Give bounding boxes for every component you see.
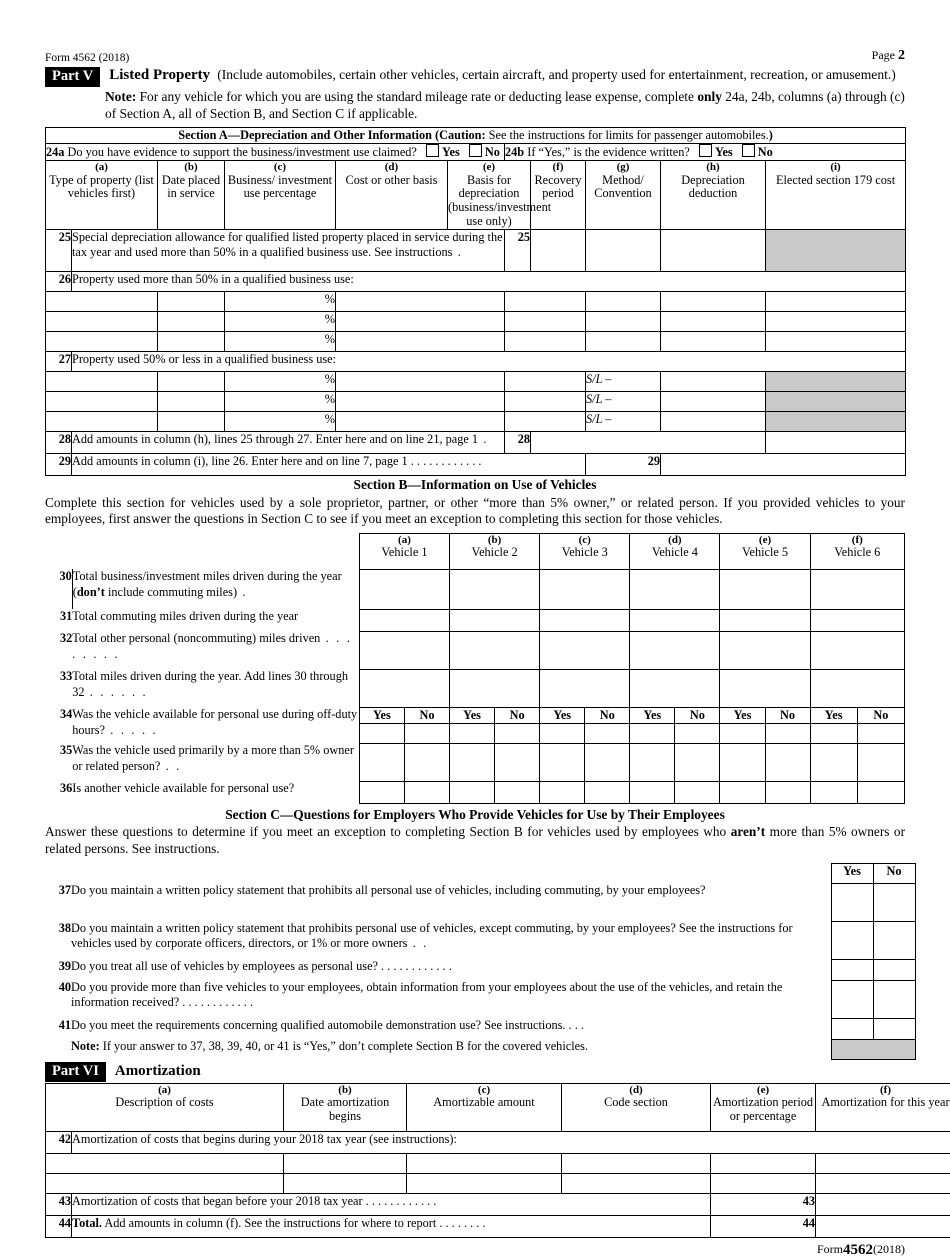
line-32-vehicle-1[interactable] [359, 631, 449, 669]
vehicle-3-header: (c) Vehicle 3 [540, 533, 630, 569]
question-24b: 24b If “Yes,” is the evidence written? Yes No [505, 143, 906, 160]
line-34-answer-no-2[interactable] [495, 723, 540, 743]
line-34-answer-no-1[interactable] [404, 723, 449, 743]
line-27-row2-d[interactable] [336, 391, 505, 411]
section-b-intro: Complete this section for vehicles used by a sole proprietor, partner, or other “more than 5% owner,” or related person. If you provided vehicles to your employees, first answer the questions in Section C to see if you meet an exception to completing this section for those vehicles. [45, 495, 905, 533]
section-a-heading: Section A—Depreciation and Other Information (Caution: See the instructions for limits for passenger automobiles.) [46, 127, 906, 143]
line-34-answer-yes-5[interactable] [720, 723, 765, 743]
col-header-i: (i) Elected section 179 cost [766, 161, 906, 229]
line-26-row3-d[interactable] [336, 331, 505, 351]
line-38-no-cell[interactable] [873, 921, 915, 959]
line-31-vehicle-3[interactable] [540, 609, 630, 631]
vehicle-1-header: (a) Vehicle 1 [359, 533, 449, 569]
line-26-row3-c[interactable]: % [225, 331, 336, 351]
line-36-number: 36 [45, 781, 72, 803]
line-25-amount-cell[interactable] [531, 229, 586, 271]
line-42-row2-d[interactable] [562, 1173, 711, 1193]
section-b-blank-corner [45, 533, 359, 569]
line-36-answer-yes-5[interactable] [720, 781, 765, 803]
line-41-text: Do you meet the requirements concerning qualified automobile demonstration use? See instructions. . . . [71, 1018, 831, 1039]
line-26-row2-e[interactable] [505, 311, 586, 331]
line-37-text: Do you maintain a written policy statement that prohibits all personal use of vehicles, including commuting, by your employees? [71, 883, 831, 921]
line-26-row2-a[interactable] [46, 311, 158, 331]
line-34-yes-1: Yes [359, 707, 404, 723]
line-29-amount-cell[interactable] [661, 453, 906, 475]
line-27-row1-b[interactable] [158, 371, 225, 391]
line-33-vehicle-5[interactable] [720, 669, 810, 707]
page-header [45, 48, 905, 64]
line-35-answer-yes-6[interactable] [810, 743, 857, 781]
line-44-text: Total. Add amounts in column (f). See the instructions for where to report . . . . . . . . [72, 1215, 711, 1237]
line-34-answer-yes-6[interactable] [810, 723, 857, 743]
line-25-number: 25 [46, 229, 72, 271]
line-36-answer-no-3[interactable] [585, 781, 630, 803]
line-34-number: 34 [45, 707, 72, 743]
line-44-amount-cell[interactable] [816, 1215, 950, 1237]
line-28-text: Add amounts in column (h), lines 25 through 27. Enter here and on line 21, page 1 . [72, 431, 505, 453]
line-34-yes-3: Yes [540, 707, 585, 723]
part-v-note [105, 89, 905, 123]
line-34-answer-yes-2[interactable] [450, 723, 495, 743]
line-36-answer-yes-4[interactable] [630, 781, 675, 803]
part-v-description: (Include automobiles, certain other vehicles, certain aircraft, and property used for entertainment, recreation, or amusement.) [217, 67, 905, 84]
section-c-yes-header: Yes [831, 863, 873, 883]
line-28-trailing-cell[interactable] [766, 431, 906, 453]
line-30-number: 30 [45, 569, 72, 609]
line-34-no-3: No [585, 707, 630, 723]
line-35-answer-yes-4[interactable] [630, 743, 675, 781]
line-26-row1-e[interactable] [505, 291, 586, 311]
line-27-row1-h[interactable] [661, 371, 766, 391]
line-36-answer-no-1[interactable] [404, 781, 449, 803]
line-26-row1-g[interactable] [661, 291, 766, 311]
line-32-vehicle-4[interactable] [630, 631, 720, 669]
line-27-row2-h[interactable] [661, 391, 766, 411]
line-41-yes-cell[interactable] [831, 1018, 873, 1039]
line-32-text: Total other personal (noncommuting) miles driven . . . . . . . . [72, 631, 359, 669]
line-33-vehicle-6[interactable] [810, 669, 904, 707]
col-header-d: (d) Cost or other basis [336, 161, 448, 229]
line-32-vehicle-2[interactable] [450, 631, 540, 669]
line-42-row1-d[interactable] [562, 1153, 711, 1173]
line-34-text: Was the vehicle available for personal use during off-duty hours? . . . . . [72, 707, 359, 743]
part-vi-title: Amortization [115, 1063, 201, 1080]
line-42-row2-a[interactable] [46, 1173, 284, 1193]
line-34-answer-no-4[interactable] [675, 723, 720, 743]
line-43-text: Amortization of costs that began before your 2018 tax year . . . . . . . . . . . . [72, 1193, 711, 1215]
line-36-answer-yes-3[interactable] [540, 781, 585, 803]
col-header-b: (b) Date placed in service [158, 161, 225, 229]
line-42-row1-a[interactable] [46, 1153, 284, 1173]
part-v-tag: Part V [45, 67, 100, 87]
q24a-yes-checkbox[interactable] [426, 144, 439, 157]
line-34-yes-5: Yes [720, 707, 765, 723]
line-40-text: Do you provide more than five vehicles to your employees, obtain information from your employees about the use of the vehicles, and retain the information received? . . . . . . . . . . . . [71, 980, 831, 1018]
line-31-vehicle-5[interactable] [720, 609, 810, 631]
line-36-answer-no-6[interactable] [857, 781, 904, 803]
line-36-text: Is another vehicle available for personal use? [72, 781, 359, 803]
line-34-answer-yes-4[interactable] [630, 723, 675, 743]
line-42-row1-b[interactable] [284, 1153, 407, 1173]
footer-form-year: (2018) [873, 1242, 905, 1259]
line-27-row3-h[interactable] [661, 411, 766, 431]
line-34-answer-no-6[interactable] [857, 723, 904, 743]
line-29-box-number: 29 [586, 453, 661, 475]
line-26-row3-g[interactable] [661, 331, 766, 351]
line-26-row1-c[interactable]: % [225, 291, 336, 311]
line-31-text: Total commuting miles driven during the year [72, 609, 359, 631]
line-32-vehicle-5[interactable] [720, 631, 810, 669]
line-42-row2-e[interactable] [711, 1173, 816, 1193]
line-30-vehicle-6[interactable] [810, 569, 904, 609]
section-b-heading: Section B—Information on Use of Vehicles [45, 476, 905, 495]
line-38-text: Do you maintain a written policy statement that prohibits personal use of vehicles, except commuting, by your employees? See the instructions for vehicles used by corporate officers, directors, or 1% or more owners . . [71, 921, 831, 959]
line-32-vehicle-6[interactable] [810, 631, 904, 669]
line-34-answer-yes-3[interactable] [540, 723, 585, 743]
line-26-row2-f[interactable] [586, 311, 661, 331]
vehicle-4-header: (d) Vehicle 4 [630, 533, 720, 569]
line-33-vehicle-4[interactable] [630, 669, 720, 707]
line-36-answer-no-2[interactable] [495, 781, 540, 803]
line-35-answer-yes-2[interactable] [450, 743, 495, 781]
line-42-row2-b[interactable] [284, 1173, 407, 1193]
line-27-number: 27 [46, 351, 72, 371]
line-27-row3-method[interactable]: S/L – [586, 411, 661, 431]
line-39-text: Do you treat all use of vehicles by employees as personal use? . . . . . . . . . . . . [71, 959, 831, 980]
line-33-number: 33 [45, 669, 72, 707]
line-36-answer-no-4[interactable] [675, 781, 720, 803]
col-header-h: (h) Depreciation deduction [661, 161, 766, 229]
line-26-row3-a[interactable] [46, 331, 158, 351]
line-29-text: Add amounts in column (i), line 26. Enter here and on line 7, page 1 . . . . . . . . . . . . [72, 453, 586, 475]
line-30-vehicle-5[interactable] [720, 569, 810, 609]
line-27-row3-shaded [766, 411, 906, 431]
part-vi-tag: Part VI [45, 1062, 106, 1082]
line-27-row1-e[interactable] [505, 371, 586, 391]
line-44-box-number: 44 [711, 1215, 816, 1237]
line-26-row3-h[interactable] [766, 331, 906, 351]
line-31-vehicle-2[interactable] [450, 609, 540, 631]
form-reference: Form 4562 (2018) [45, 52, 129, 64]
line-25-text: Special depreciation allowance for qualified listed property placed in service during the tax year and used more than 50% in a qualified business use. See instructions . [72, 229, 505, 271]
section-c-blank-1 [45, 863, 71, 883]
line-33-vehicle-2[interactable] [450, 669, 540, 707]
section-c-note-spacer [45, 1039, 71, 1059]
line-27-row1-shaded [766, 371, 906, 391]
footer-form-label: Form [817, 1242, 843, 1259]
line-34-yes-6: Yes [810, 707, 857, 723]
line-27-row1-c[interactable]: % [225, 371, 336, 391]
line-26-row2-g[interactable] [661, 311, 766, 331]
line-43-number: 43 [46, 1193, 72, 1215]
part-vi-col-b: (b) Date amortization begins [284, 1083, 407, 1131]
section-c-heading: Section C—Questions for Employers Who Provide Vehicles for Use by Their Employees [45, 804, 905, 825]
section-c-no-header: No [873, 863, 915, 883]
line-39-no-cell[interactable] [873, 959, 915, 980]
line-35-number: 35 [45, 743, 72, 781]
line-26-row1-a[interactable] [46, 291, 158, 311]
line-41-number: 41 [45, 1018, 71, 1039]
line-26-row2-c[interactable]: % [225, 311, 336, 331]
line-40-number: 40 [45, 980, 71, 1018]
line-35-answer-no-5[interactable] [765, 743, 810, 781]
line-27-row2-c[interactable]: % [225, 391, 336, 411]
line-36-answer-yes-1[interactable] [359, 781, 404, 803]
part-vi-banner [45, 1062, 905, 1082]
part-v-title: Listed Property [109, 67, 210, 84]
line-27-row2-method[interactable]: S/L – [586, 391, 661, 411]
line-34-no-4: No [675, 707, 720, 723]
part-vi-col-c: (c) Amortizable amount [407, 1083, 562, 1131]
line-34-no-2: No [495, 707, 540, 723]
line-34-no-6: No [857, 707, 904, 723]
line-35-answer-no-1[interactable] [404, 743, 449, 781]
line-27-row1-method[interactable]: S/L – [586, 371, 661, 391]
line-33-vehicle-1[interactable] [359, 669, 449, 707]
line-42-row1-e[interactable] [711, 1153, 816, 1173]
line-35-answer-yes-5[interactable] [720, 743, 765, 781]
line-40-no-cell[interactable] [873, 980, 915, 1018]
note-text-1: For any vehicle for which you are using the standard mileage rate or deducting lease expense, complete [136, 89, 697, 104]
line-37-no-cell[interactable] [873, 883, 915, 921]
line-26-row3-f[interactable] [586, 331, 661, 351]
line-26-row3-e[interactable] [505, 331, 586, 351]
line-39-number: 39 [45, 959, 71, 980]
line-42-row2-f[interactable] [816, 1173, 950, 1193]
line-35-answer-yes-3[interactable] [540, 743, 585, 781]
section-c-intro: Answer these questions to determine if you meet an exception to completing Section B for vehicles used by employees who aren’t more than 5% owners or related persons. See instructions. [45, 824, 905, 862]
line-28-amount-cell[interactable] [531, 431, 766, 453]
line-42-text: Amortization of costs that begins during your 2018 tax year (see instructions): [72, 1131, 950, 1153]
col-header-a: (a) Type of property (list vehicles first) [46, 161, 158, 229]
line-29-number: 29 [46, 453, 72, 475]
part-vi-col-e: (e) Amortization period or percentage [711, 1083, 816, 1131]
line-26-row2-b[interactable] [158, 311, 225, 331]
part-vi-col-f: (f) Amortization for this year [816, 1083, 950, 1131]
col-header-e: (e) Basis for depreciation (business/investment use only) [448, 161, 531, 229]
line-35-answer-no-4[interactable] [675, 743, 720, 781]
line-38-yes-cell[interactable] [831, 921, 873, 959]
line-34-answer-yes-1[interactable] [359, 723, 404, 743]
line-35-text: Was the vehicle used primarily by a more than 5% owner or related person? . . [72, 743, 359, 781]
line-40-yes-cell[interactable] [831, 980, 873, 1018]
line-36-answer-yes-6[interactable] [810, 781, 857, 803]
q24b-no-checkbox[interactable] [742, 144, 755, 157]
q24b-yes-checkbox[interactable] [699, 144, 712, 157]
line-27-row2-b[interactable] [158, 391, 225, 411]
line-34-no-1: No [404, 707, 449, 723]
col-header-f: (f) Recovery period [531, 161, 586, 229]
note-text-2: 24a, 24b, columns (a) through (c) of Section A, all of Section B, and Section C if applicable. [105, 89, 905, 121]
section-c-table [45, 863, 916, 1060]
line-35-answer-yes-1[interactable] [359, 743, 404, 781]
line-36-answer-yes-2[interactable] [450, 781, 495, 803]
section-c-blank-2 [71, 863, 831, 883]
question-24a: 24a Do you have evidence to support the business/investment use claimed? Yes No [46, 143, 505, 160]
line-35-answer-no-6[interactable] [857, 743, 904, 781]
line-32-number: 32 [45, 631, 72, 669]
part-vi-col-d: (d) Code section [562, 1083, 711, 1131]
line-35-answer-no-2[interactable] [495, 743, 540, 781]
line-42-row2-c[interactable] [407, 1173, 562, 1193]
line-30-vehicle-3[interactable] [540, 569, 630, 609]
line-27-row2-a[interactable] [46, 391, 158, 411]
section-c-note: Note: If your answer to 37, 38, 39, 40, or 41 is “Yes,” don’t complete Section B for the covered vehicles. [71, 1039, 831, 1059]
line-31-number: 31 [45, 609, 72, 631]
part-vi-col-a: (a) Description of costs [46, 1083, 284, 1131]
line-30-vehicle-1[interactable] [359, 569, 449, 609]
line-30-vehicle-4[interactable] [630, 569, 720, 609]
line-31-vehicle-1[interactable] [359, 609, 449, 631]
line-30-vehicle-2[interactable] [450, 569, 540, 609]
line-28-number: 28 [46, 431, 72, 453]
line-25-cell-g[interactable] [586, 229, 661, 271]
line-28-box-number: 28 [505, 431, 531, 453]
section-b-table [45, 533, 905, 804]
page-footer [45, 1238, 905, 1259]
q24a-no-checkbox[interactable] [469, 144, 482, 157]
line-34-yes-4: Yes [630, 707, 675, 723]
line-34-no-5: No [765, 707, 810, 723]
line-26-row2-d[interactable] [336, 311, 505, 331]
line-33-text: Total miles driven during the year. Add lines 30 through 32 . . . . . . [72, 669, 359, 707]
line-42-row1-f[interactable] [816, 1153, 950, 1173]
line-27-row3-a[interactable] [46, 411, 158, 431]
section-c-note-shaded [831, 1039, 915, 1059]
line-39-yes-cell[interactable] [831, 959, 873, 980]
footer-form-number: 4562 [843, 1242, 873, 1259]
part-v-banner [45, 67, 905, 87]
line-25-box-number: 25 [505, 229, 531, 271]
line-26-row3-b[interactable] [158, 331, 225, 351]
line-35-answer-no-3[interactable] [585, 743, 630, 781]
line-26-text: Property used more than 50% in a qualified business use: [72, 271, 906, 291]
line-26-row1-b[interactable] [158, 291, 225, 311]
line-34-answer-no-5[interactable] [765, 723, 810, 743]
col-header-c: (c) Business/ investment use percentage [225, 161, 336, 229]
line-42-number: 42 [46, 1131, 72, 1153]
line-37-yes-cell[interactable] [831, 883, 873, 921]
line-44-number: 44 [46, 1215, 72, 1237]
line-27-row3-e[interactable] [505, 411, 586, 431]
line-27-row3-d[interactable] [336, 411, 505, 431]
line-41-no-cell[interactable] [873, 1018, 915, 1039]
vehicle-6-header: (f) Vehicle 6 [810, 533, 904, 569]
line-32-vehicle-3[interactable] [540, 631, 630, 669]
line-37-number: 37 [45, 883, 71, 921]
line-25-shaded-cell [766, 229, 906, 271]
part-vi-table [45, 1083, 950, 1238]
line-36-answer-no-5[interactable] [765, 781, 810, 803]
line-27-row1-a[interactable] [46, 371, 158, 391]
line-34-yes-2: Yes [450, 707, 495, 723]
line-26-row1-f[interactable] [586, 291, 661, 311]
line-38-number: 38 [45, 921, 71, 959]
section-a-table [45, 127, 906, 476]
vehicle-5-header: (e) Vehicle 5 [720, 533, 810, 569]
col-header-g: (g) Method/ Convention [586, 161, 661, 229]
note-label: Note: [105, 89, 136, 104]
line-26-row2-h[interactable] [766, 311, 906, 331]
line-27-row3-b[interactable] [158, 411, 225, 431]
line-31-vehicle-4[interactable] [630, 609, 720, 631]
line-26-row1-d[interactable] [336, 291, 505, 311]
page-indicator: Page 2 [872, 48, 905, 64]
line-27-row3-c[interactable]: % [225, 411, 336, 431]
line-43-box-number: 43 [711, 1193, 816, 1215]
line-26-number: 26 [46, 271, 72, 291]
note-only: only [697, 89, 722, 104]
line-42-row1-c[interactable] [407, 1153, 562, 1173]
line-31-vehicle-6[interactable] [810, 609, 904, 631]
line-27-row1-d[interactable] [336, 371, 505, 391]
vehicle-2-header: (b) Vehicle 2 [450, 533, 540, 569]
line-27-row2-shaded [766, 391, 906, 411]
line-43-amount-cell[interactable] [816, 1193, 950, 1215]
line-34-answer-no-3[interactable] [585, 723, 630, 743]
line-25-cell-h[interactable] [661, 229, 766, 271]
line-27-row2-e[interactable] [505, 391, 586, 411]
line-27-text: Property used 50% or less in a qualified business use: [72, 351, 906, 371]
line-33-vehicle-3[interactable] [540, 669, 630, 707]
line-26-row1-h[interactable] [766, 291, 906, 311]
line-30-text: Total business/investment miles driven during the year (don’t include commuting miles) . [72, 569, 359, 609]
